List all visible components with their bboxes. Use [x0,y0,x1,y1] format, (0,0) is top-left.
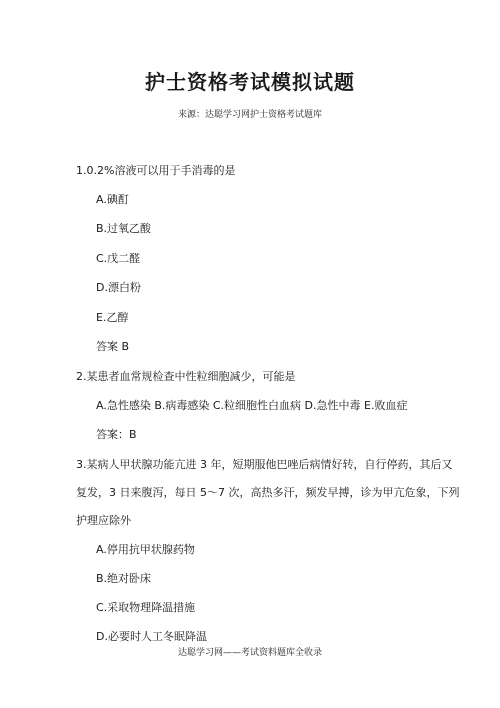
question-3-option-b: B.绝对卧床 [96,572,152,585]
source-line: 来源：达聪学习网护士资格考试题库 [177,110,322,120]
question-1-stem: 1.0.2%溶液可以用于手消毒的是 [76,164,236,177]
question-3-option-a: A.停用抗甲状腺药物 [96,543,195,556]
question-3-option-c: C.采取物理降温措施 [96,601,196,614]
question-2-options: A.急性感染 B.病毒感染 C.粒细胞性白血病 D.急性中毒 E.败血症 [96,399,408,412]
question-1-option-c: C.戊二醛 [96,252,141,265]
question-1-option-a: A.碘酊 [96,193,129,206]
question-1-option-e: E.乙醇 [96,311,129,324]
question-1-option-d: D.漂白粉 [96,281,141,294]
question-1-option-b: B.过氧乙酸 [96,222,152,235]
question-3-stem-line-3: 护理应除外 [76,514,131,527]
question-3-option-d: D.必要时人工冬眠降温 [96,630,207,643]
question-1-answer: 答案 B [96,340,130,353]
question-3-stem-line-2: 复发，3 日来腹泻，每日 5～7 次，高热多汗，频发早搏，诊为甲亢危象，下列 [76,486,460,499]
page-footer: 达聪学习网——考试资料题库全收录 [177,648,322,658]
question-2-answer: 答案：B [96,428,137,441]
question-2-stem: 2.某患者血常规检查中性粒细胞减少，可能是 [76,370,296,383]
page-title: 护士资格考试模拟试题 [145,70,355,94]
question-3-stem-line-1: 3.某病人甲状腺功能亢进 3 年，短期服他巴唑后病情好转，自行停药，其后又 [76,458,453,471]
